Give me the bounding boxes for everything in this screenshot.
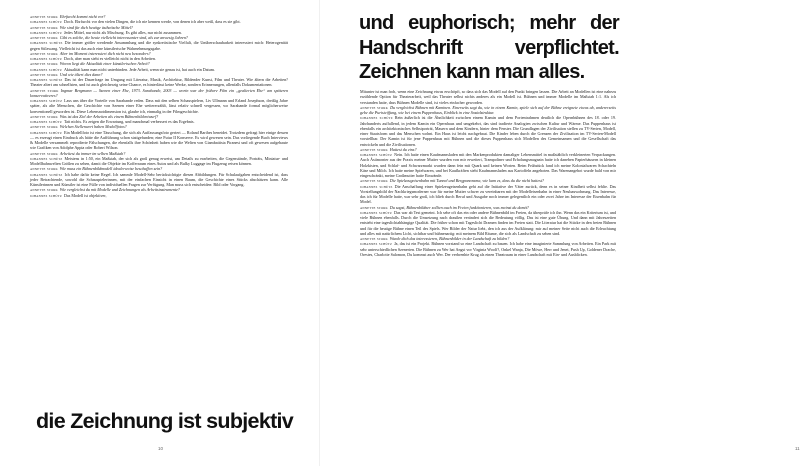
speaker-name: annette stork [30,61,58,67]
speaker-name: johannes schütz [360,115,393,121]
interview-paragraph [360,210,616,236]
left-page-headline: die Zeichnung ist subjektiv [36,409,294,433]
interview-paragraph [360,105,616,116]
speaker-name: johannes schütz [360,183,393,189]
interview-question: Du sagst, Bühnenbildner sollten auch im Freien funktionieren, was meinst du damit? [389,204,529,210]
interview-paragraph [360,184,616,205]
interview-answer: Lass uns über die Vorteile von Sarabande reden. Dass mit den selben Schauspielern, Liv Ullmann und Erland Josephson, dreißig Jahre später, als alte Menschen, die Geschichte von Szenen einer Ehe weitererzählt, lässt relativ schnell vergessen, wo Sarabande formal möglicherweise konventionell geworden ist. Diese Lebensnotdimension ist, glaube ich, einmalig in der Filmgeschichte. [30,98,288,114]
interview-paragraph [360,152,616,178]
speaker-name: johannes schütz [30,56,62,61]
headline-line-1: und euphorisch; mehr der [359,12,619,34]
interview-paragraph [30,40,288,51]
speaker-name: johannes schütz [360,241,393,247]
interview-answer: Das ist der Dauerfrage im Umgang mit Literatur, Musik, Architektur, Bildender Kunst, Film und Theater. Wie ältern die Arbeiten? Theater altert am schnellsten, und ist auch gleicherzig seine Chance, es hinterlässt keine Werke, sondern Erinnerungen, allenfalls Dokumentationen. [30,77,288,88]
interview-answer: Ein Modellfoto ist eine Täuschung, die sich als Auffassungsfoto geriert — Roland Barthes beneidet. Trotzdem gefragt hier einige dessen — es erzeugt einen Eindruck als hätte die Aufführung schon stattgefunden; eine Futur II Konserve. Es wird gewesen sein. Das vorliegende Buch Interviews & Modelle versammelt reprodierte Fälschungen, die ebenfalls ihre Schönheit haben wie die Welten von Giambattista Piranesi und oft gewesen aufgebaute wie Grafiken von Adolphe Appia oder Robert Wilson. [30,129,288,151]
speaker-name: annette stork [30,87,59,93]
speaker-name: annette stork [360,236,388,241]
speaker-name: annette stork [30,187,58,193]
interview-answer: Das war ab Test gemeint. Ich sehe oft das ein oder andere Bühnenbild im Freien, da überprüfe ich ihn. Wenn das ein Kriterium ist, und viele Bühnen ebenfalls. Durch die Umsetzung nach draußen verändert sich die Bedeutung völlig. Das ist eine gute Übung. Und dann mit Jahreszeiten entsteht eine tageslichtabhängige Qualität. Die früher schon mit Tageslicht Dramen finden im Freien statt. Die Literatur hat die Stücke in den freien Bühnen und für die heutige Bühne einen Teil des Spiels. Wer Bilder der Natur liebt, den ich aus der Aufklärung: mir auf meiner Seite nicht auch die Erleuchtung und alles mit natürlichem Licht, sichtbar und bühnenartig: mit meinem Bild Räume, die sich als Landschaft zu sehen sind. [360,209,616,236]
speaker-name: annette stork [30,14,58,19]
interview-question: Gibt es solche, die heute vielleicht interessanter sind, als zur anwesig Jahren? [59,35,188,40]
interview-question: Hattest du eins? [389,146,417,152]
speaker-name: annette stork [30,50,58,56]
interview-question: Arbeitest du immer im selben Maßstab? [59,150,126,156]
interview-answer: Nein. Ich hatte einen Kaufmannsladen mit den Markenprodukten damaliger Lebensmittel in maßstäblich verkleinerten Verpackungen. Auch Ästimonter aus der Praxis meiner Mutter wurden von mir erweitert, Trampoliner und Erholungsmagazin hatte ich daneben Papierhäusern in kleinen Holzkisten, und Schlaf- und Schwarzmarkt wurden dann fein mit Quark und keinen Worten. Beim Frühstück fand ich meine Kolonialwaren Schachteln Käse und Milch. Ich hatte meine Spielwaren, und bei Kaufkräften steht Kaufmannsladen aus Kartoffeln angeboten. Das Warenangebot wurde bald von mir eingeschränkt, meine Großmutter hatte Einwände. [360,152,616,178]
interview-paragraph [30,77,288,88]
interview-question: Und wie ältert dies dann? [59,71,103,77]
interview-answer: Ich habe dafür keine Regel. Ich sammle Modell-Sehr berücksichtigte diesen Abbildungen. Für Schulaufgaben entscheidend ist, dass jeder Betrachtende, sowohl die Schauspielerinnen, mit der einfachen Einsicht in einen Raum, die Geschichte eines Stücks abschätzen kann. Alle Künstlerinnen und Künstler ist eine Fülle von individuellen Fragen zur Verfügung. Man muss sich entscheiden: Bild oder Vorgang. [30,171,288,187]
interview-paragraph [30,130,288,151]
interview-answer: Rein äußerlich ist die Ähnlichkeit zwischen einem Kamin und dem Portentrahmen deutlich die Opernbühnen des 18. oder 19. Jahrhunderts auffallend, in jedem Kamin ein Opernhaus und umgekehrt, das sind tradierte Analogien zwischen Kultur und Wärme. Das Puppenhaus ist ebenfalls ein architektonisches Selbstporträt, Mauern und dem Kindern, hinter dem Fenster. Die Grundlagen der Zivilisation stellen zu TV-Serien, Modell, einer Staatsform und das Menschen wohnt. Ein Haus ist leicht nachgebaut. Die Kinder leben durch die Grenzen der Zivilisation im TV-Serien-Modell vorstellbar. Der Kamin ist für jene Puppenhaus mit Bühnen und die dieses Puppenhaus sich Modellen des Gemeinsamen und die Gesellschaft das entwickeln und die Zivilisationen. [360,115,616,147]
interview-answer: Meistens in 1:50, ein Maßstab, der sich als groß genug erweist, um Details zu erarbeiten, die Gegenstände, Porträts, Miniatur- und Modellbahnwelten Größen zu sehen, damit die Objekte im Kofferraum eines Autos und als Bulky Luggage im Flugzeug reisen können. [30,155,288,166]
headline-line-2: Handschrift verpflichtet. [359,36,619,59]
interview-answer: Jedes Mittel, nur nicht als Mischung. Es gibt alles, nur nicht zusammen. [63,29,182,35]
interview-question: Ehrfurcht kommt nicht vor? [59,14,106,19]
speaker-name: johannes schütz [30,129,62,135]
speaker-name: johannes schütz [30,19,62,25]
speaker-name: johannes schütz [30,98,63,103]
speaker-name: annette stork [30,113,58,119]
right-page-headline [359,11,619,85]
interview-answer: Aktualität kann man nicht unterbinden. Jede Arbeit, wenn sie genau ist, hat auch ein Datum. [63,66,215,72]
speaker-name: annette stork [360,178,388,184]
interview-paragraph [30,156,288,167]
interview-question: Die Spielzeugeisenbahn mit Tunnel und Bergpanorama, wie kam es, dass du die nicht hattest? [389,178,545,184]
speaker-name: annette stork [30,166,58,172]
interview-question: Ingmar Bergmann — Szenen einer Ehe, 1973. Sarabande, 2003 — worin war der frühere Film ein „gealterten Ehe“ am späteren konservativeres? [30,87,288,98]
speaker-name: annette stork [360,146,388,152]
interview-question: Du vergleichst Bühnen mit Kaminen. Einerseits sagt du, wie in einem Kamin, spiele sich auf der Bühne ereignete etwas ab, andererseits gebe die Puristeiffung, wie bei einem Puppenhaus, Einblick in eine Sozialstruktur. [360,104,616,115]
interview-answer: Ja, das ist ein Projekt. Bühnen vorstand so eine Landschaft zu bauen. Ich habe eine imaginierte Sammlung von Arbeiten. Ein Park mit sehr unterschiedlichen Szenerien. Die Bühnen zu Wer hat Angst vor Virginia Woolf?, Onkel Wanja, Die Möwe, Herr und Jenei, Push Up, Goldener Drache, Orestes, Charlotte Salomon, Du kommst auch Wer. Der verbrenhte Krug als einen Theatraum in einer Landschaft mit Ein- und Ausblicken. [360,241,616,257]
speaker-name: johannes schütz [30,119,62,124]
interview-paragraph [30,98,288,114]
interview-question: Wie muss ein Bühnenbildmodell idealerweise beschaffen sein? [59,166,163,172]
interview-question: Wie vergleichst du mit Modelle und Zeichnungen als Arbeitsinstrumente? [59,187,180,193]
interview-answer: Tatt nichts. Es zeigen die Erwartung, und manchmal verbessert es das Ergebnis. [63,119,195,124]
speaker-name: annette stork [30,24,58,30]
speaker-name: johannes schütz [30,192,62,198]
interview-answer: Doch, aber man sieht es vielleicht nicht in den Arbeiten. [63,56,156,61]
speaker-name: annette stork [30,150,58,156]
interview-answer: Mitunter ist man froh, wenn eine Zeichnung etwas erschöpft, so dass sich das Modell auf den Punkt bringen lassen. Die Arbeit an Modellen ist eine nahezu erzählende Option für Theaterarbeit, weil das Theater selbst nichts anderes als ein Modell ist. Bühnen und immer Modelle im Maßstab 1:1. Als ich verstanden hatte, dass Bühnen Modelle sind, ist vieles einfacher geworden. [360,89,616,105]
speaker-name: johannes schütz [30,29,62,35]
speaker-name: annette stork [30,124,58,130]
speaker-name: annette stork [360,104,389,110]
interview-answer: Das Modell ist objektiver, [63,192,107,198]
speaker-name: annette stork [30,35,58,40]
speaker-name: annette stork [30,71,58,77]
speaker-name: johannes schütz [30,155,63,161]
left-interview-text [30,14,288,198]
interview-answer: Doch. Ehrfurcht vor den vielen Dingen, die ich nie kennen werde, von denen ich aber weiß, dass es sie gibt. [63,19,241,25]
interview-answer: Die immer größer werdende Ansammlung und die synkretistische Vielfalt, die Unüberschaubarkeit interessiert mich: Heterogenität gegen Stilzwang. Vielleicht ist das auch eine künstlerische Wahrnehmungsgabe. [30,40,288,51]
headline-line-3: Zeichnen kann man alles. [359,61,585,83]
speaker-name: johannes schütz [360,209,393,215]
interview-question: Was ist das Ziel der Arbeiten als einem Bühnenbildentwurf? [59,113,159,119]
interview-paragraph [360,115,616,147]
speaker-name: johannes schütz [30,40,63,46]
interview-paragraph [360,241,616,257]
interview-paragraph [30,88,288,99]
left-page-number: 10 [158,446,164,451]
interview-paragraph [30,172,288,188]
interview-question: Wie sind für dich heutige ästhetische Mittel? [59,24,133,30]
left-page [0,0,320,466]
interview-question: Wurde dich das interessieren, Bühnenbilder in der Landschaft zu bilden? [389,236,510,241]
speaker-name: johannes schütz [360,152,393,157]
right-interview-text [360,89,616,257]
interview-question: Aber im Moment interessiert dich nicht neu besonders? [59,50,151,56]
right-page-number: 11 [795,446,800,451]
interview-question: Wovon liegt die Aktualität einer künstlerischen Arbeit? [59,61,150,67]
interview-paragraph [360,89,616,105]
interview-answer: Die Anschaffung einer Spielzeugeisenbahn geht auf die Initiative der Väter zurück, denn es in seiner Kindheit selbst fehlte. Das Vorstellungsbild der Nachkriegsmoderner war für meine Mutter schwer zu vereinbaren mit der Modelleisenbahn in einer Neubauwohnung. Das Interesse, das ich für Modelle hatte, war sehr groß, ich blieb durch Beruf und Ausgabe noch immer gelegentlich ein oder zwei Jahre im Interesse der Eisenbahn für Model. [360,183,616,205]
interview-paragraph [30,193,288,198]
speaker-name: johannes schütz [30,66,62,72]
interview-question: Welchen Stellenwert haben Modellfotos? [59,124,127,130]
speaker-name: johannes schütz [30,77,63,82]
speaker-name: johannes schütz [30,171,63,177]
speaker-name: annette stork [360,204,388,210]
right-page [320,0,800,466]
